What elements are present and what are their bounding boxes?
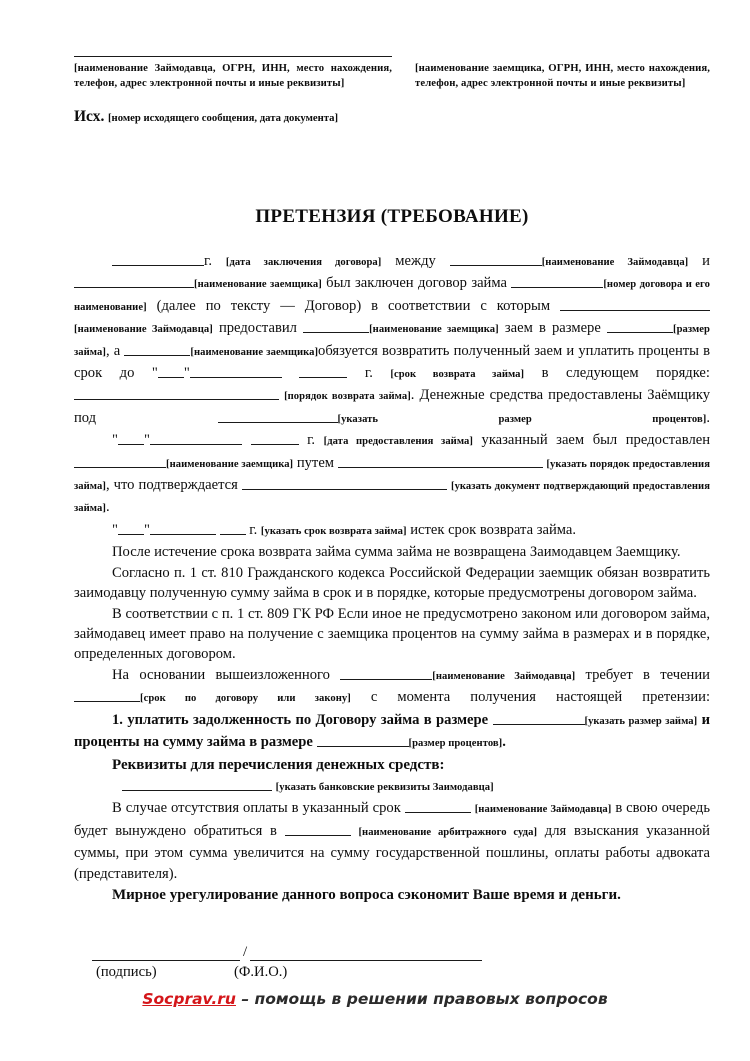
txt-pay-debt: уплатить задолженность по Договору займа в размере <box>127 711 489 728</box>
paragraph-demand-intro <box>74 665 710 710</box>
txt-if-no-payment: В случае отсутствия оплаты в указанный срок <box>112 800 401 817</box>
footer-brand-link[interactable]: Socprav.ru <box>142 990 236 1008</box>
footer-watermark <box>0 990 750 1008</box>
ph-lender-1: [наименование Займодавца] <box>541 257 689 268</box>
document-content <box>74 0 710 994</box>
signature-rules <box>74 944 710 961</box>
blank-year-3[interactable] <box>220 522 246 535</box>
signature-slash: / <box>243 943 248 960</box>
closing-statement: Мирное урегулирование данного вопроса сэкономит Ваше время и деньги. <box>112 886 621 903</box>
blank-lender-4[interactable] <box>405 800 471 813</box>
blank-month-3[interactable] <box>150 522 216 535</box>
txt-i: и <box>702 253 710 269</box>
paragraph-not-returned: После истечение срока возврата займа сумма займа не возвращена Заимодавцем Заемщику. <box>112 544 681 561</box>
borrower-details-placeholder: [наименование заемщика, ОГРН, ИНН, место нахождения, телефон, адрес электронной почты и иные реквизиты] <box>415 62 710 89</box>
txt-loan-amount: заем в размере <box>504 320 601 337</box>
blank-borrower-1[interactable] <box>74 275 194 288</box>
signature-line[interactable] <box>92 947 240 961</box>
fio-caption: (Ф.И.О.) <box>234 963 288 980</box>
requisites-heading: Реквизиты для перечисления денежных средств: <box>112 757 445 774</box>
txt-period-3: . <box>502 733 506 750</box>
txt-recovery-costs: для взыскания указанной суммы, при этом сумма увеличится на сумму государственной пошлины, оплаты работы адвоката (представителя). <box>74 822 710 882</box>
outgoing-number-line <box>74 109 710 126</box>
txt-contract-concluded: был заключен договор займа <box>326 275 507 292</box>
blank-confirm-doc[interactable] <box>242 477 447 490</box>
txt-hereinafter: (далее по тексту — Договор) в соответствии с которым <box>156 297 551 314</box>
blank-month-2[interactable] <box>150 432 242 445</box>
header-borrower-block <box>415 56 710 91</box>
blank-month-1[interactable] <box>190 365 282 378</box>
txt-quote-open-3: " <box>112 521 118 538</box>
blank-court-name[interactable] <box>285 823 351 836</box>
blank-borrower-2[interactable] <box>303 320 369 333</box>
txt-mezhdu: между <box>395 253 436 269</box>
txt-quote-open-2: " <box>112 432 118 449</box>
ph-lender-4: [наименование Займодавца] <box>474 804 612 816</box>
txt-requires-within: требует в течении <box>585 666 710 683</box>
txt-will-apply: в свою очередь будет вынуждено обратиться в <box>74 800 710 839</box>
txt-confirmed-by: , что подтверждается <box>105 477 238 494</box>
blank-bank-requisites[interactable] <box>122 778 272 791</box>
blank-lender-1[interactable] <box>450 253 542 266</box>
paragraph-loan-provided <box>74 430 710 520</box>
blank-lender-3[interactable] <box>340 667 432 680</box>
ph-lender-2: [наименование Займодавца] <box>74 324 213 336</box>
txt-and-interest: и проценты на сумму займа в размере <box>74 711 710 750</box>
txt-in-order: в следующем порядке: <box>541 365 710 382</box>
paragraph-contract-intro <box>74 251 710 430</box>
blank-loan-amount-2[interactable] <box>493 712 585 725</box>
txt-from-receipt: с момента получения настоящей претензии: <box>370 689 710 706</box>
txt-putem: путем <box>296 454 335 471</box>
blank-day-1[interactable] <box>158 365 184 378</box>
blank-term-law[interactable] <box>74 689 140 702</box>
ph-bank-requisites: [указать банковские реквизиты Заимодавца] <box>275 782 494 794</box>
fio-line[interactable] <box>250 947 482 961</box>
ph-interest-rate-2: [размер процентов] <box>408 737 503 749</box>
txt-term-expired: истек срок возврата займа. <box>410 521 577 538</box>
ph-borrower-2: [наименование заемщика] <box>369 324 499 336</box>
blank-borrower-4[interactable] <box>74 455 166 468</box>
outgoing-label: Исх. <box>74 108 105 125</box>
ph-return-term-2: [указать срок возврата займа] <box>260 525 407 537</box>
ph-loan-provide-date: [дата предоставления займа] <box>323 436 473 448</box>
paragraph-court-warning <box>74 798 710 884</box>
ph-loan-amount-1: [размер займа] <box>74 324 710 358</box>
ph-contract-date: [дата заключения договора] <box>225 257 382 268</box>
blank-loan-amount-1[interactable] <box>607 320 673 333</box>
txt-quote-close-2: " <box>143 432 150 449</box>
lender-details-placeholder: [наименование Займодавца, ОГРН, ИНН, место нахождения, телефон, адрес электронной почты и иные реквизиты] <box>74 62 392 89</box>
blank-date-contract[interactable] <box>112 253 204 266</box>
ph-confirm-doc: [указать документ подтверждающий предоставления займа] <box>74 481 710 515</box>
demand-item-1 <box>74 710 710 755</box>
footer-tagline: – помощь в решении правовых вопросов <box>235 990 608 1008</box>
blank-contract-number[interactable] <box>511 275 603 288</box>
header-rule-left <box>74 56 392 57</box>
ph-term-law: [срок по договору или закону] <box>140 693 351 705</box>
txt-quote-close-3: " <box>143 521 150 538</box>
blank-interest-rate-1[interactable] <box>218 410 338 423</box>
blank-interest-rate-2[interactable] <box>317 734 409 747</box>
txt-god-1: г. <box>204 253 212 269</box>
txt-quote-close-1: " <box>183 365 190 382</box>
ph-borrower-1: [наименование заемщика] <box>194 279 322 291</box>
header-lender-block <box>74 56 392 91</box>
blank-lender-2[interactable] <box>560 298 710 311</box>
document-body <box>74 251 710 994</box>
ph-court-name: [наименование арбитражного суда] <box>358 826 538 838</box>
ph-borrower-4: [наименование заемщика] <box>166 458 294 470</box>
ph-return-term-1: [срок возврата займа] <box>390 369 525 381</box>
signature-block <box>74 944 710 994</box>
blank-return-order[interactable] <box>74 387 279 400</box>
header-rule-right <box>415 56 710 57</box>
txt-god-2: г. <box>364 365 373 382</box>
ph-lender-3: [наименование Займодавца] <box>432 670 576 682</box>
txt-funds-provided: . Денежные средства предоставлены Заёмщику под <box>74 387 711 426</box>
ph-contract-number: [номер договора и его наименование] <box>74 279 710 313</box>
paragraph-article-809: В соответствии с п. 1 ст. 809 ГК РФ Если иное не предусмотрено законом или договором займа, займодавец имеет право на получение с заемщика процентов на сумму займа в размерах и в порядке, определенных договором. <box>74 605 710 663</box>
blank-borrower-3[interactable] <box>124 343 190 356</box>
ph-interest-rate-1: [указать размер процентов] <box>337 413 707 425</box>
blank-year-1[interactable] <box>299 365 347 378</box>
txt-loan-was-provided: указанный заем был предоставлен <box>481 432 711 449</box>
txt-period-1: . <box>706 409 710 426</box>
blank-day-2[interactable] <box>118 432 144 445</box>
ph-loan-amount-2: [указать размер займа] <box>584 715 698 727</box>
requisites-line <box>74 776 710 798</box>
txt-period-2: . <box>105 499 110 516</box>
txt-on-basis: На основании вышеизложенного <box>112 666 330 683</box>
txt-provided: предоставил <box>218 320 297 337</box>
signature-caption: (подпись) <box>96 963 157 980</box>
demand-item-number: 1. <box>112 711 123 728</box>
outgoing-placeholder: [номер исходящего сообщения, дата документа] <box>107 112 339 124</box>
txt-quote-open-1: " <box>151 365 158 382</box>
txt-god-4: г. <box>249 521 258 538</box>
ph-provide-order: [указать порядок предоставления займа] <box>74 458 710 493</box>
paragraph-term-expired <box>74 520 710 542</box>
paragraph-article-810: Согласно п. 1 ст. 810 Гражданского кодекса Российской Федерации заемщик обязан возвратить заимодавцу полученную сумму займа в срок и в порядке, которые предусмотрены договором займа. <box>74 564 710 602</box>
page-title: ПРЕТЕНЗИЯ (ТРЕБОВАНИЕ) <box>255 206 529 227</box>
ph-return-order: [порядок возврата займа] <box>284 391 411 403</box>
txt-comma-a: , а <box>105 342 121 359</box>
blank-day-3[interactable] <box>118 522 144 535</box>
ph-borrower-3: [наименование заемщика] <box>190 346 319 358</box>
document-header <box>74 0 710 91</box>
txt-obligation: обязуется возвратить полученный заем и уплатить проценты в срок до <box>74 342 710 382</box>
blank-year-2[interactable] <box>251 432 299 445</box>
blank-provide-order[interactable] <box>338 455 543 468</box>
txt-god-3: г. <box>307 432 316 449</box>
